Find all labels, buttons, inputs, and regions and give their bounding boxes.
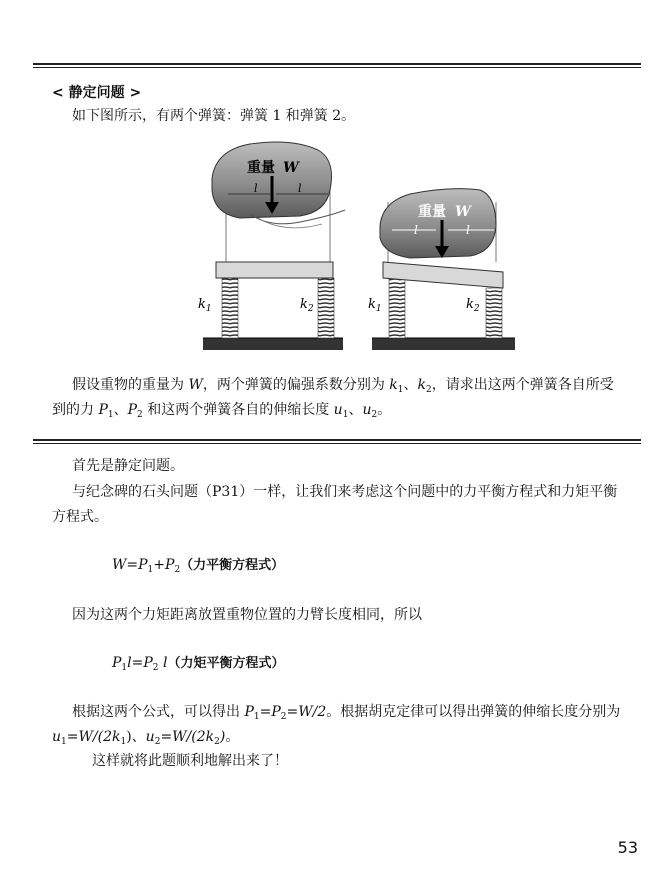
equation-force: $W=P_1+P_2$（力平衡方程式） xyxy=(112,557,285,575)
weight-label-left: 重量 xyxy=(247,160,275,176)
k2-label-left: $k_2$ xyxy=(300,297,314,314)
intro-text: 如下图所示，有两个弹簧：弹簧 1 和弹簧 2。 xyxy=(72,108,356,124)
left-diagram xyxy=(198,142,345,350)
arm-label-left-2: l xyxy=(298,182,302,195)
closing-line: 这样就将此题顺利地解出来了！ xyxy=(92,753,288,769)
weight-label-right: 重量 xyxy=(418,204,446,220)
spring-k1-right xyxy=(389,274,405,338)
ground-left xyxy=(203,338,343,350)
k2-label-right: $k_2$ xyxy=(466,297,480,314)
weight-var-right: W xyxy=(455,204,471,220)
spring-figure xyxy=(0,130,672,370)
body-line-3: 方程式。 xyxy=(52,509,108,525)
spring-k1-left xyxy=(222,278,238,338)
ground-right xyxy=(372,338,515,350)
weight-var-left: W xyxy=(283,160,299,176)
k1-label-left: $k_1$ xyxy=(198,297,212,314)
problem-line-1: 假设重物的重量为 W，两个弹簧的偏强系数分别为 $k_1$、$k_2$，请求出这两个弹簧各自所受 xyxy=(72,377,614,395)
plate-left xyxy=(216,262,333,278)
body-line-2: 与纪念碑的石头问题（P31）一样，让我们来考虑这个问题中的力平衡方程式和力矩平衡 xyxy=(72,484,618,500)
right-diagram xyxy=(368,189,515,350)
spring-k2-left xyxy=(318,278,334,338)
page-number: 53 xyxy=(617,838,638,857)
middle-rule xyxy=(33,439,641,444)
k1-label-right: $k_1$ xyxy=(368,297,382,314)
arm-label-right-1: l xyxy=(414,223,418,237)
body-first: 首先是静定问题。 xyxy=(72,458,184,474)
top-rule xyxy=(33,63,641,68)
spring-k2-right xyxy=(486,288,502,338)
result-line-2: $u_1=W/(2k_1)$、$u_2=W/(2k_2)$。 xyxy=(52,729,240,747)
arm-label-left-1: l xyxy=(254,182,258,195)
problem-line-2: 到的力 $P_1$、$P_2$ 和这两个弹簧各自的伸缩长度 $u_1$、$u_2$。 xyxy=(52,402,392,420)
result-line-1: 根据这两个公式，可以得出 $P_1=P_2=W/2$。根据胡克定律可以得出弹簧的伸缩长度分别为 xyxy=(72,704,621,722)
equation-moment: $P_1l=P_2$ l（力矩平衡方程式） xyxy=(112,655,285,673)
arm-label-right-2: l xyxy=(466,223,470,237)
section-title: < 静定问题 > xyxy=(52,85,142,101)
body-because: 因为这两个力矩距离放置重物位置的力臂长度相同，所以 xyxy=(72,607,422,623)
